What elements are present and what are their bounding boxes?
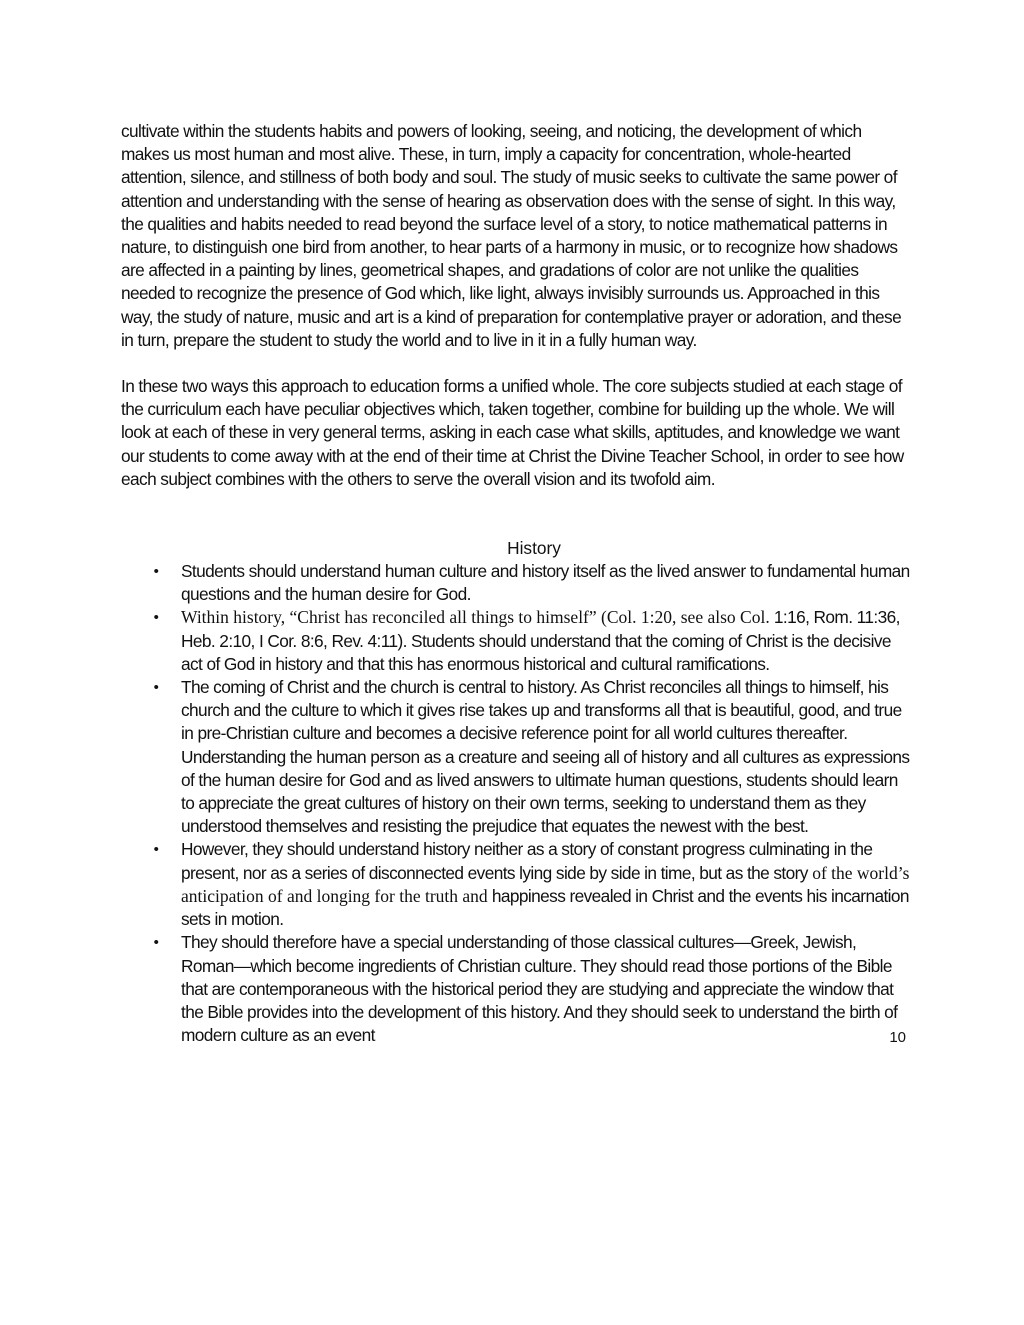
list-item-text: However, they should understand history neither as a story of constant progress culminating in the present, nor as a series of disconnected events lying side by side in time, but as the story <box>181 839 873 883</box>
history-bullet-list <box>121 560 911 1047</box>
bullet-icon: • <box>153 563 159 581</box>
list-item-serif-text: of the world’s anticipation of and longing for the truth and <box>181 862 910 906</box>
list-item <box>121 838 911 931</box>
list-item <box>121 560 911 606</box>
list-item-text-continued: happiness revealed in Christ and the events his incarnation sets in motion. <box>181 885 909 930</box>
document-page <box>121 120 911 1047</box>
list-item <box>121 931 911 1047</box>
list-item-text: 1:16, Rom. 11:36, Heb. 2:10, I Cor. 8:6, Rev. 4:11). Students should understand that the coming of Christ is the decisive act of God in history and that this has enormous historical and cultural ramifications. <box>181 607 900 674</box>
bullet-icon: • <box>153 841 159 859</box>
bullet-icon: • <box>153 934 159 952</box>
body-paragraph: cultivate within the students habits and powers of looking, seeing, and noticing, the development of which makes us most human and most alive. These, in turn, imply a capacity for concentration, whole-hearted attention, silence, and stillness of both body and soul. The study of music seeks to cultivate the same power of attention and understanding with the sense of hearing as observation does with the sense of sight. In this way, the qualities and habits needed to read beyond the surface level of a story, to notice mathematical patterns in nature, to distinguish one bird from another, to hear parts of a harmony in music, or to recognize how shadows are affected in a painting by lines, geometrical shapes, and gradations of color are not unlike the qualities needed to recognize the presence of God which, like light, always invisibly surrounds us. Approached in this way, the study of nature, music and art is a kind of preparation for contemplative prayer or adoration, and these in turn, prepare the student to study the world and to live in it in a fully human way. <box>121 121 902 350</box>
bullet-icon: • <box>153 609 159 627</box>
list-item <box>121 606 911 676</box>
list-item-text: The coming of Christ and the church is central to history. As Christ reconciles all things to himself, his church and the culture to which it gives rise takes up and transforms all that is beautiful, good, and true in pre-Christian culture and becomes a decisive reference point for all world cultures thereafter. Understanding the human person as a creature and seeing all of history and all cultures as expressions of the human desire for God and as lived answers to ultimate human questions, students should learn to appreciate the great cultures of history on their own terms, seeking to understand them as they understood themselves and resisting the prejudice that equates the newest with the best. <box>181 677 910 837</box>
list-item-quote-text: Within history, “Christ has reconciled all things to himself” (Col. 1:20, see also Col. <box>181 607 770 628</box>
section-heading-history: History <box>507 538 561 559</box>
list-item-text: They should therefore have a special understanding of those classical cultures—Greek, Jewish, Roman—which become ingredients of Christian culture. They should read those portions of the Bible that are contemporaneous with the historical period they are studying and appreciate the window that the Bible provides into the development of this history. And they should seek to understand the birth of modern culture as an event <box>181 932 898 1046</box>
list-item <box>121 676 911 838</box>
bullet-icon: • <box>153 679 159 697</box>
list-item-text: Students should understand human culture and history itself as the lived answer to fundamental human questions and the human desire for God. <box>181 561 910 605</box>
body-paragraph: In these two ways this approach to education forms a unified whole. The core subjects studied at each stage of the curriculum each have peculiar objectives which, taken together, combine for building up the whole. We will look at each of these in very general terms, asking in each case what skills, aptitudes, and knowledge we want our students to come away with at the end of their time at Christ the Divine Teacher School, in order to see how each subject combines with the others to serve the overall vision and its twofold aim. <box>121 376 904 489</box>
page-number: 10 <box>889 1029 906 1046</box>
